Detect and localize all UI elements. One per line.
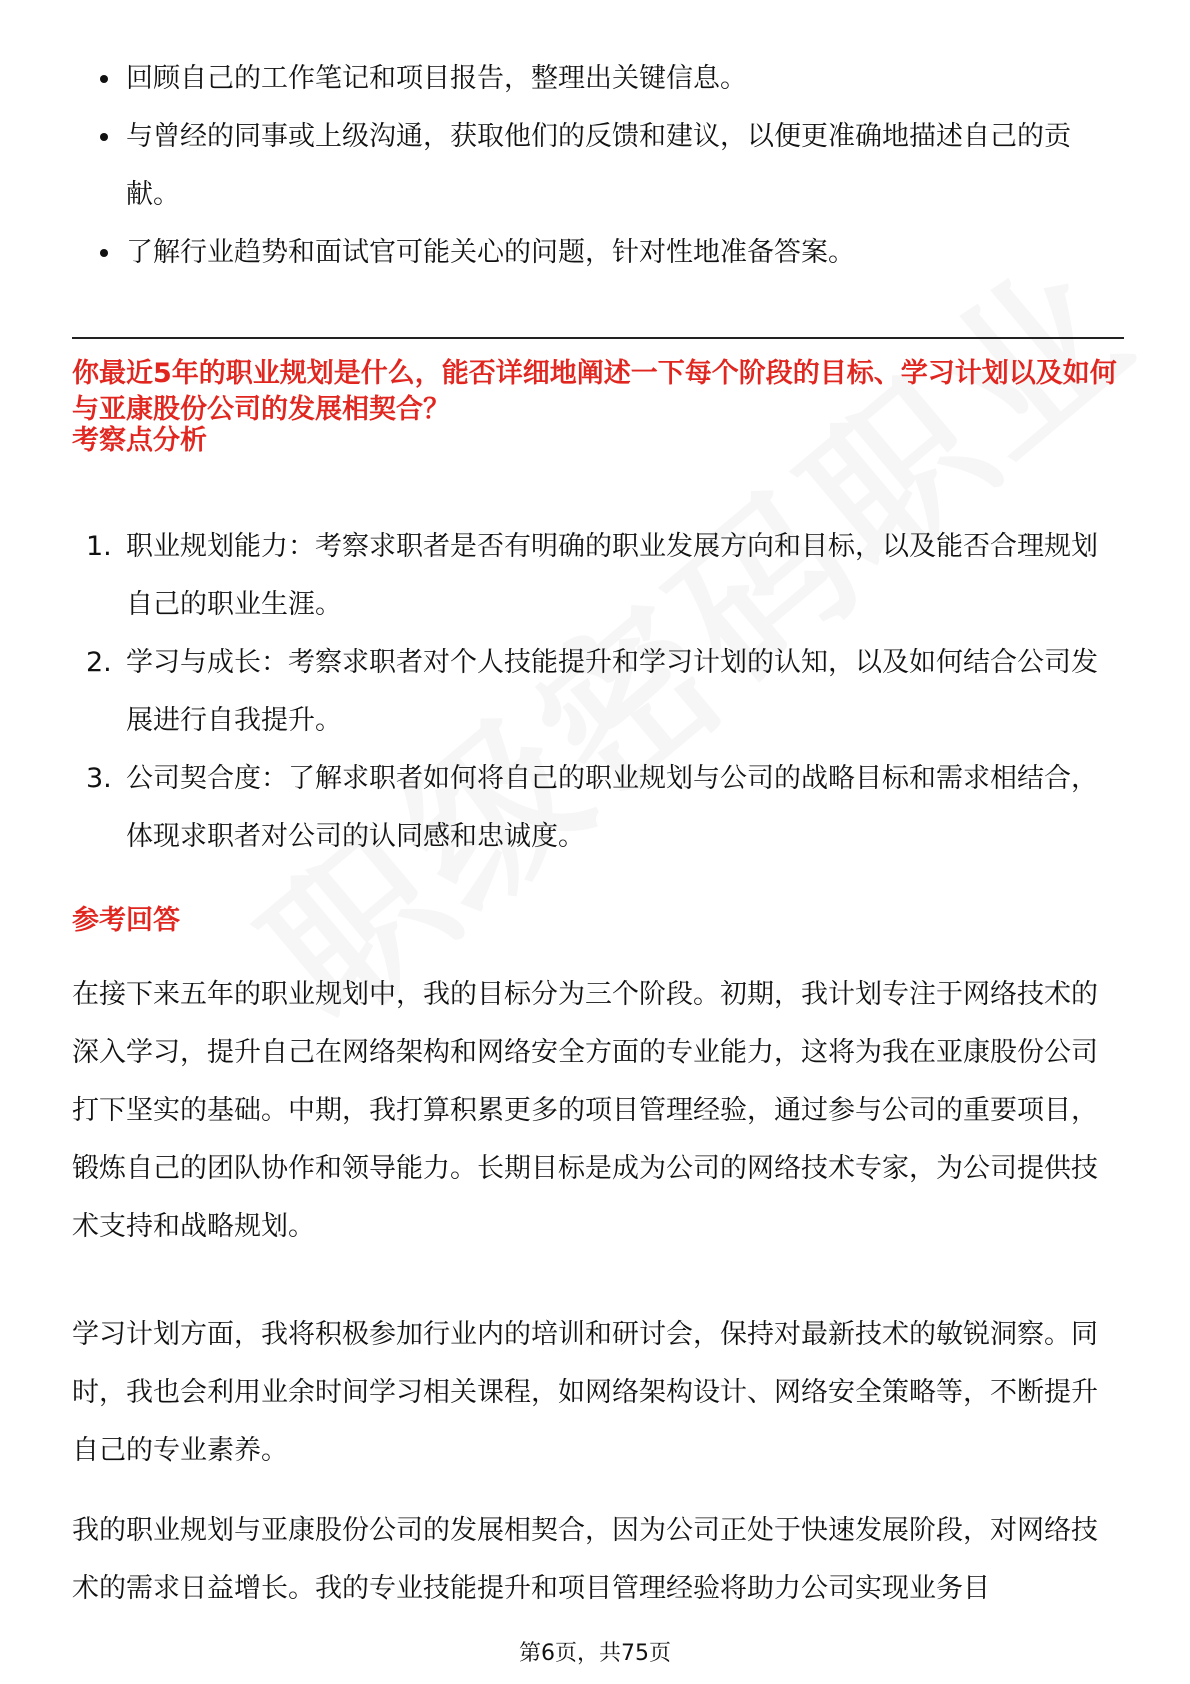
analysis-list: [72, 518, 1124, 866]
item-text: 公司契合度：了解求职者如何将自己的职业规划与公司的战略目标和需求相结合，体现求职者对公司的认同感和忠诚度。: [126, 763, 1098, 852]
answer-paragraph: 在接下来五年的职业规划中，我的目标分为三个阶段。初期，我计划专注于网络技术的深入学习，提升自己在网络架构和网络安全方面的专业能力，这将为我在亚康股份公司打下坚实的基础。中期，我打算积累更多的项目管理经验，通过参与公司的重要项目，锻炼自己的团队协作和领导能力。长期目标是成为公司的网络技术专家，为公司提供技术支持和战略规划。: [72, 979, 1098, 1242]
item-number: 1.: [86, 531, 112, 562]
page-number: 第6页，共75页: [519, 1641, 671, 1666]
intro-bullet-list: [72, 50, 1122, 282]
list-item: [72, 518, 1124, 634]
list-item: [72, 634, 1124, 750]
interview-question: 你最近5年的职业规划是什么，能否详细地阐述一下每个阶段的目标、学习计划以及如何与亚康股份公司的发展相契合？: [72, 358, 1117, 425]
answer-heading: 参考回答: [72, 905, 180, 936]
item-text: 职业规划能力：考察求职者是否有明确的职业发展方向和目标，以及能否合理规划自己的职业生涯。: [126, 531, 1098, 620]
answer-paragraph: 学习计划方面，我将积极参加行业内的培训和研讨会，保持对最新技术的敏锐洞察。同时，我也会利用业余时间学习相关课程，如网络架构设计、网络安全策略等，不断提升自己的专业素养。: [72, 1319, 1098, 1466]
list-item: 回顾自己的工作笔记和项目报告，整理出关键信息。: [72, 50, 1122, 108]
section-divider: [72, 337, 1124, 339]
analysis-heading: 考察点分析: [72, 425, 207, 456]
item-text: 学习与成长：考察求职者对个人技能提升和学习计划的认知，以及如何结合公司发展进行自我提升。: [126, 647, 1098, 736]
list-item: 了解行业趋势和面试官可能关心的问题，针对性地准备答案。: [72, 224, 1122, 282]
list-item: [72, 750, 1124, 866]
list-item: 与曾经的同事或上级沟通，获取他们的反馈和建议，以便更准确地描述自己的贡献。: [72, 108, 1122, 224]
answer-paragraph: 我的职业规划与亚康股份公司的发展相契合，因为公司正处于快速发展阶段，对网络技术的需求日益增长。我的专业技能提升和项目管理经验将助力公司实现业务目: [72, 1515, 1098, 1604]
item-number: 3.: [86, 763, 112, 794]
item-number: 2.: [86, 647, 112, 678]
